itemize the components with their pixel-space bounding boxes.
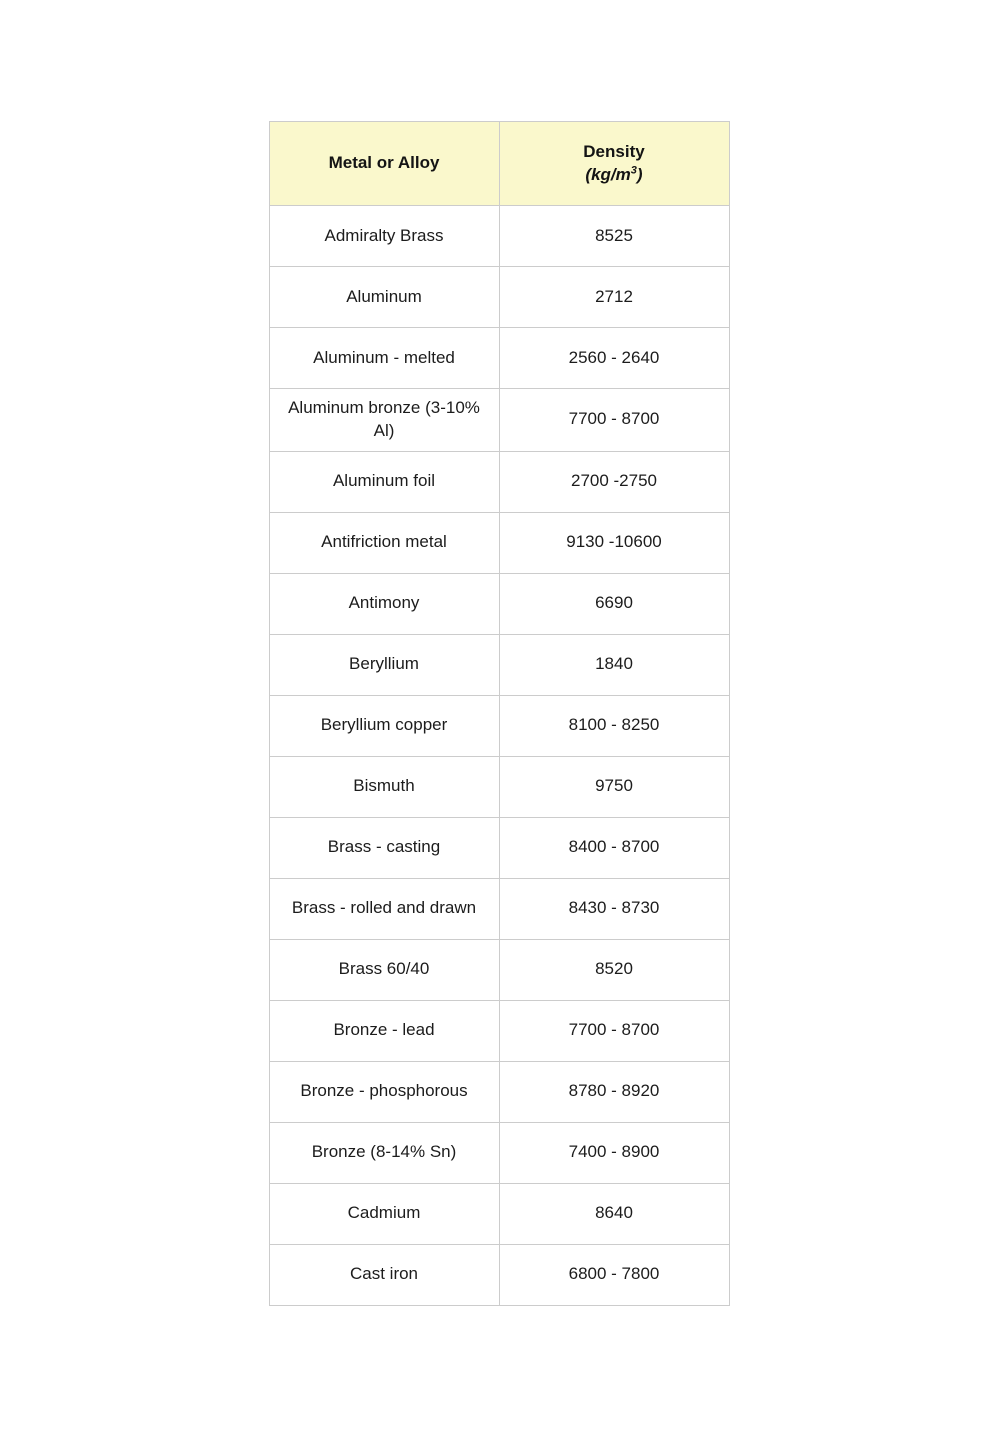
table-row bbox=[269, 451, 729, 512]
density-cell: 9750 bbox=[499, 756, 729, 817]
table-row bbox=[269, 939, 729, 1000]
metal-column-header: Metal or Alloy bbox=[269, 122, 499, 206]
density-cell: 2560 - 2640 bbox=[499, 328, 729, 389]
density-cell: 2712 bbox=[499, 267, 729, 328]
table-row bbox=[269, 1000, 729, 1061]
metal-cell: Bronze (8-14% Sn) bbox=[269, 1122, 499, 1183]
metal-cell: Brass 60/40 bbox=[269, 939, 499, 1000]
density-unit-suffix: ) bbox=[636, 164, 643, 184]
density-cell: 8400 - 8700 bbox=[499, 817, 729, 878]
metal-cell: Antimony bbox=[269, 573, 499, 634]
density-cell: 8520 bbox=[499, 939, 729, 1000]
table-row bbox=[269, 267, 729, 328]
table-body bbox=[269, 206, 729, 1306]
metal-cell: Cadmium bbox=[269, 1183, 499, 1244]
table-row bbox=[269, 817, 729, 878]
metal-cell: Brass - casting bbox=[269, 817, 499, 878]
metal-cell: Bronze - phosphorous bbox=[269, 1061, 499, 1122]
metal-cell: Aluminum - melted bbox=[269, 328, 499, 389]
metal-cell: Aluminum foil bbox=[269, 451, 499, 512]
density-cell: 7400 - 8900 bbox=[499, 1122, 729, 1183]
density-cell: 6690 bbox=[499, 573, 729, 634]
table-row bbox=[269, 1244, 729, 1305]
table-row bbox=[269, 634, 729, 695]
density-cell: 8640 bbox=[499, 1183, 729, 1244]
density-cell: 8525 bbox=[499, 206, 729, 267]
table-row bbox=[269, 328, 729, 389]
metal-cell: Aluminum bronze (3-10% Al) bbox=[269, 389, 499, 452]
metal-cell: Beryllium copper bbox=[269, 695, 499, 756]
density-cell: 8430 - 8730 bbox=[499, 878, 729, 939]
metal-cell: Admiralty Brass bbox=[269, 206, 499, 267]
density-cell: 7700 - 8700 bbox=[499, 389, 729, 452]
density-cell: 7700 - 8700 bbox=[499, 1000, 729, 1061]
table-header bbox=[269, 122, 729, 206]
metal-cell: Aluminum bbox=[269, 267, 499, 328]
density-cell: 9130 -10600 bbox=[499, 512, 729, 573]
density-cell: 2700 -2750 bbox=[499, 451, 729, 512]
table-row bbox=[269, 756, 729, 817]
metal-cell: Antifriction metal bbox=[269, 512, 499, 573]
density-unit-superscript: 3 bbox=[630, 163, 637, 176]
density-cell: 8780 - 8920 bbox=[499, 1061, 729, 1122]
density-column-header bbox=[499, 122, 729, 206]
table-row bbox=[269, 1061, 729, 1122]
table-row bbox=[269, 512, 729, 573]
table-row bbox=[269, 1122, 729, 1183]
table-row bbox=[269, 389, 729, 452]
table-row bbox=[269, 206, 729, 267]
density-cell: 8100 - 8250 bbox=[499, 695, 729, 756]
density-header-label: Density bbox=[583, 141, 645, 161]
density-unit-prefix: (kg/m bbox=[585, 164, 631, 184]
header-row bbox=[269, 122, 729, 206]
metal-cell: Cast iron bbox=[269, 1244, 499, 1305]
table-row bbox=[269, 573, 729, 634]
density-header-unit bbox=[510, 164, 719, 187]
metal-cell: Brass - rolled and drawn bbox=[269, 878, 499, 939]
table-row bbox=[269, 878, 729, 939]
density-cell: 1840 bbox=[499, 634, 729, 695]
metal-cell: Bismuth bbox=[269, 756, 499, 817]
density-cell: 6800 - 7800 bbox=[499, 1244, 729, 1305]
table-row bbox=[269, 695, 729, 756]
density-table bbox=[269, 121, 730, 1306]
metal-cell: Bronze - lead bbox=[269, 1000, 499, 1061]
metal-cell: Beryllium bbox=[269, 634, 499, 695]
table-row bbox=[269, 1183, 729, 1244]
